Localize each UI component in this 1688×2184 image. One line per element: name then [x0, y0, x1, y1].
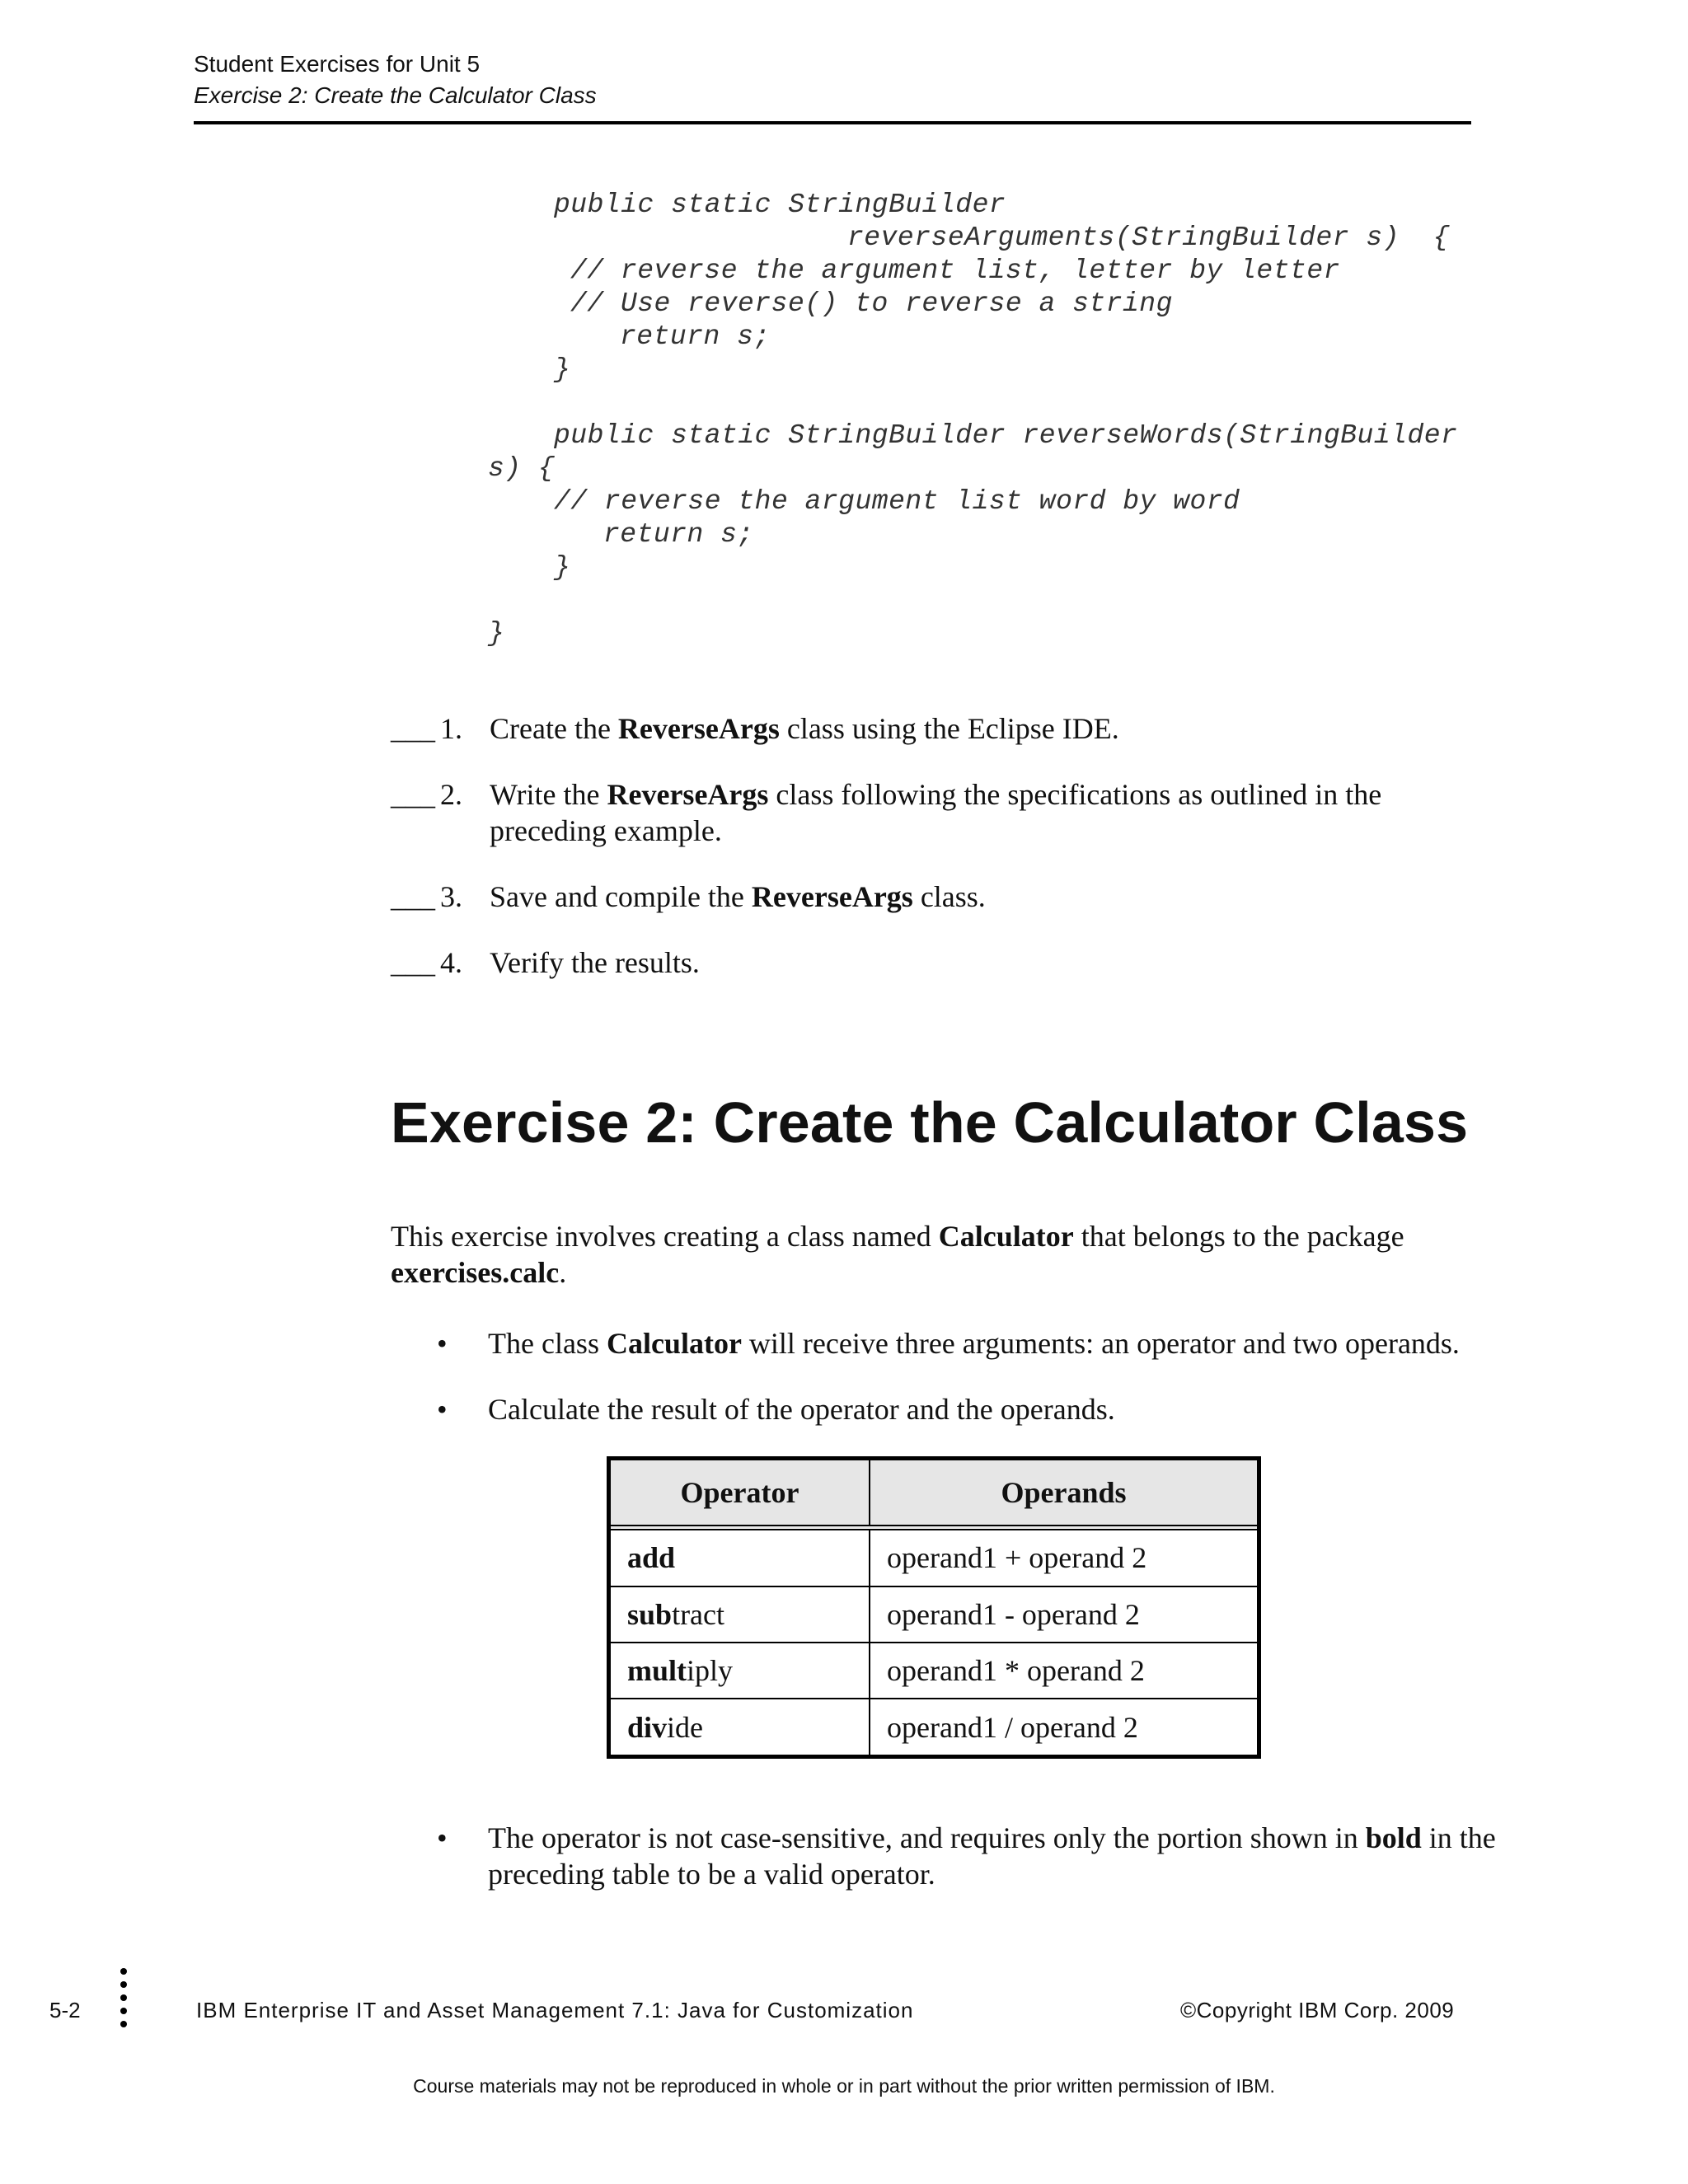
code-line: public static StringBuilder: [554, 190, 1006, 220]
step-text-post: class following the specifications as outlined in the preceding example.: [490, 778, 1382, 847]
bullet-text-post: will receive three arguments: an operator and two operands.: [741, 1327, 1460, 1360]
step-text-pre: Save and compile the: [490, 880, 752, 913]
footer-dots-ornament: [120, 1968, 129, 2034]
operands-cell: operand1 + operand 2: [870, 1528, 1257, 1586]
step-number: 3.: [440, 880, 462, 913]
bullet-text-post: in the preceding table to be a valid operator.: [488, 1821, 1496, 1891]
step-text: [490, 710, 1462, 747]
operator-rest-part: tract: [672, 1597, 725, 1631]
operands-cell: operand1 - operand 2: [870, 1586, 1257, 1643]
code-line: }: [488, 618, 505, 649]
operator-cell: [611, 1586, 870, 1643]
code-line: return s;: [620, 321, 771, 352]
page-number: 5-2: [49, 1998, 81, 2022]
footer-course-title: IBM Enterprise IT and Asset Management 7.1: Java for Customization: [196, 1998, 914, 2022]
operands-cell: operand1 * operand 2: [870, 1643, 1257, 1699]
bullet-text: [488, 1325, 1510, 1361]
table-row: [611, 1528, 1257, 1586]
class-name: Calculator: [938, 1220, 1074, 1253]
table-row: [611, 1699, 1257, 1755]
running-header-subtitle: Exercise 2: Create the Calculator Class: [194, 82, 597, 108]
operator-bold-part: sub: [627, 1597, 673, 1631]
step-text: [490, 879, 1462, 915]
code-line: // Use reverse() to reverse a string: [570, 288, 1173, 319]
code-line: // reverse the argument list word by word: [554, 486, 1240, 517]
operator-rest-part: ide: [667, 1710, 704, 1744]
table-row: [611, 1643, 1257, 1699]
code-line: public static StringBuilder reverseWords(StringBuilder: [554, 420, 1458, 451]
step-text: [490, 776, 1462, 849]
intro-text: .: [559, 1256, 567, 1289]
footer-legal-note: Course materials may not be reproduced in whole or in part without the prior written permission of IBM.: [413, 2075, 1275, 2097]
code-line: return s;: [603, 519, 754, 550]
bullet-text-pre: The class: [488, 1327, 607, 1360]
step-text-post: class using the Eclipse IDE.: [779, 712, 1119, 745]
operator-bold-part: add: [627, 1541, 676, 1575]
checkbox-blank: ___: [391, 712, 435, 745]
step-number: 4.: [440, 946, 462, 979]
bullet-symbol: •: [437, 1393, 448, 1426]
checkbox-blank: ___: [391, 946, 435, 979]
bullet-symbol: •: [437, 1327, 448, 1360]
intro-text: This exercise involves creating a class named: [391, 1220, 939, 1253]
bullet-symbol: •: [437, 1821, 448, 1854]
operator-cell: [611, 1699, 870, 1755]
bullet-text-bold: Calculator: [606, 1327, 742, 1360]
code-line: }: [554, 552, 571, 583]
checkbox-blank: ___: [391, 778, 435, 811]
bullet-text: [488, 1391, 1510, 1427]
step-number: 2.: [440, 778, 462, 811]
code-line: reverseArguments(StringBuilder s) {: [847, 223, 1450, 253]
operands-cell: operand1 / operand 2: [870, 1699, 1257, 1755]
code-line: // reverse the argument list, letter by letter: [570, 255, 1340, 286]
step-text-pre: Write the: [490, 778, 607, 811]
footer-copyright: ©Copyright IBM Corp. 2009: [1180, 1998, 1455, 2022]
step-text: [490, 944, 1462, 981]
checkbox-blank: ___: [391, 880, 435, 913]
bullet-text-bold: bold: [1365, 1821, 1422, 1854]
operator-bold-part: div: [627, 1710, 668, 1744]
package-name: exercises.calc: [391, 1256, 560, 1289]
header-rule: [194, 121, 1471, 124]
operator-table: [607, 1456, 1261, 1759]
running-header-title: Student Exercises for Unit 5: [194, 51, 481, 77]
operator-rest-part: iply: [687, 1654, 734, 1688]
step-number: 1.: [440, 712, 462, 745]
code-line: s) {: [488, 453, 556, 484]
step-text-post: class.: [912, 880, 986, 913]
bullet-text: [488, 1820, 1510, 1892]
operator-bold-part: mult: [627, 1654, 687, 1688]
column-header-operands: Operands: [870, 1460, 1257, 1528]
code-line: }: [554, 354, 571, 385]
step-text-bold: ReverseArgs: [607, 778, 769, 811]
column-header-operator: Operator: [611, 1460, 870, 1528]
step-text-pre: Verify the results.: [490, 946, 700, 979]
bullet-text-pre: The operator is not case-sensitive, and requires only the portion shown in: [488, 1821, 1366, 1854]
section-heading: Exercise 2: Create the Calculator Class: [391, 1090, 1469, 1155]
step-text-bold: ReverseArgs: [617, 712, 780, 745]
table-row: [611, 1586, 1257, 1643]
bullet-text-pre: Calculate the result of the operator and the operands.: [488, 1393, 1115, 1426]
intro-paragraph: [391, 1218, 1487, 1291]
operator-cell: [611, 1643, 870, 1699]
table-header-row: [611, 1460, 1257, 1528]
step-text-bold: ReverseArgs: [751, 880, 913, 913]
step-text-pre: Create the: [490, 712, 618, 745]
operator-cell: [611, 1528, 870, 1586]
intro-text: that belongs to the package: [1073, 1220, 1404, 1253]
